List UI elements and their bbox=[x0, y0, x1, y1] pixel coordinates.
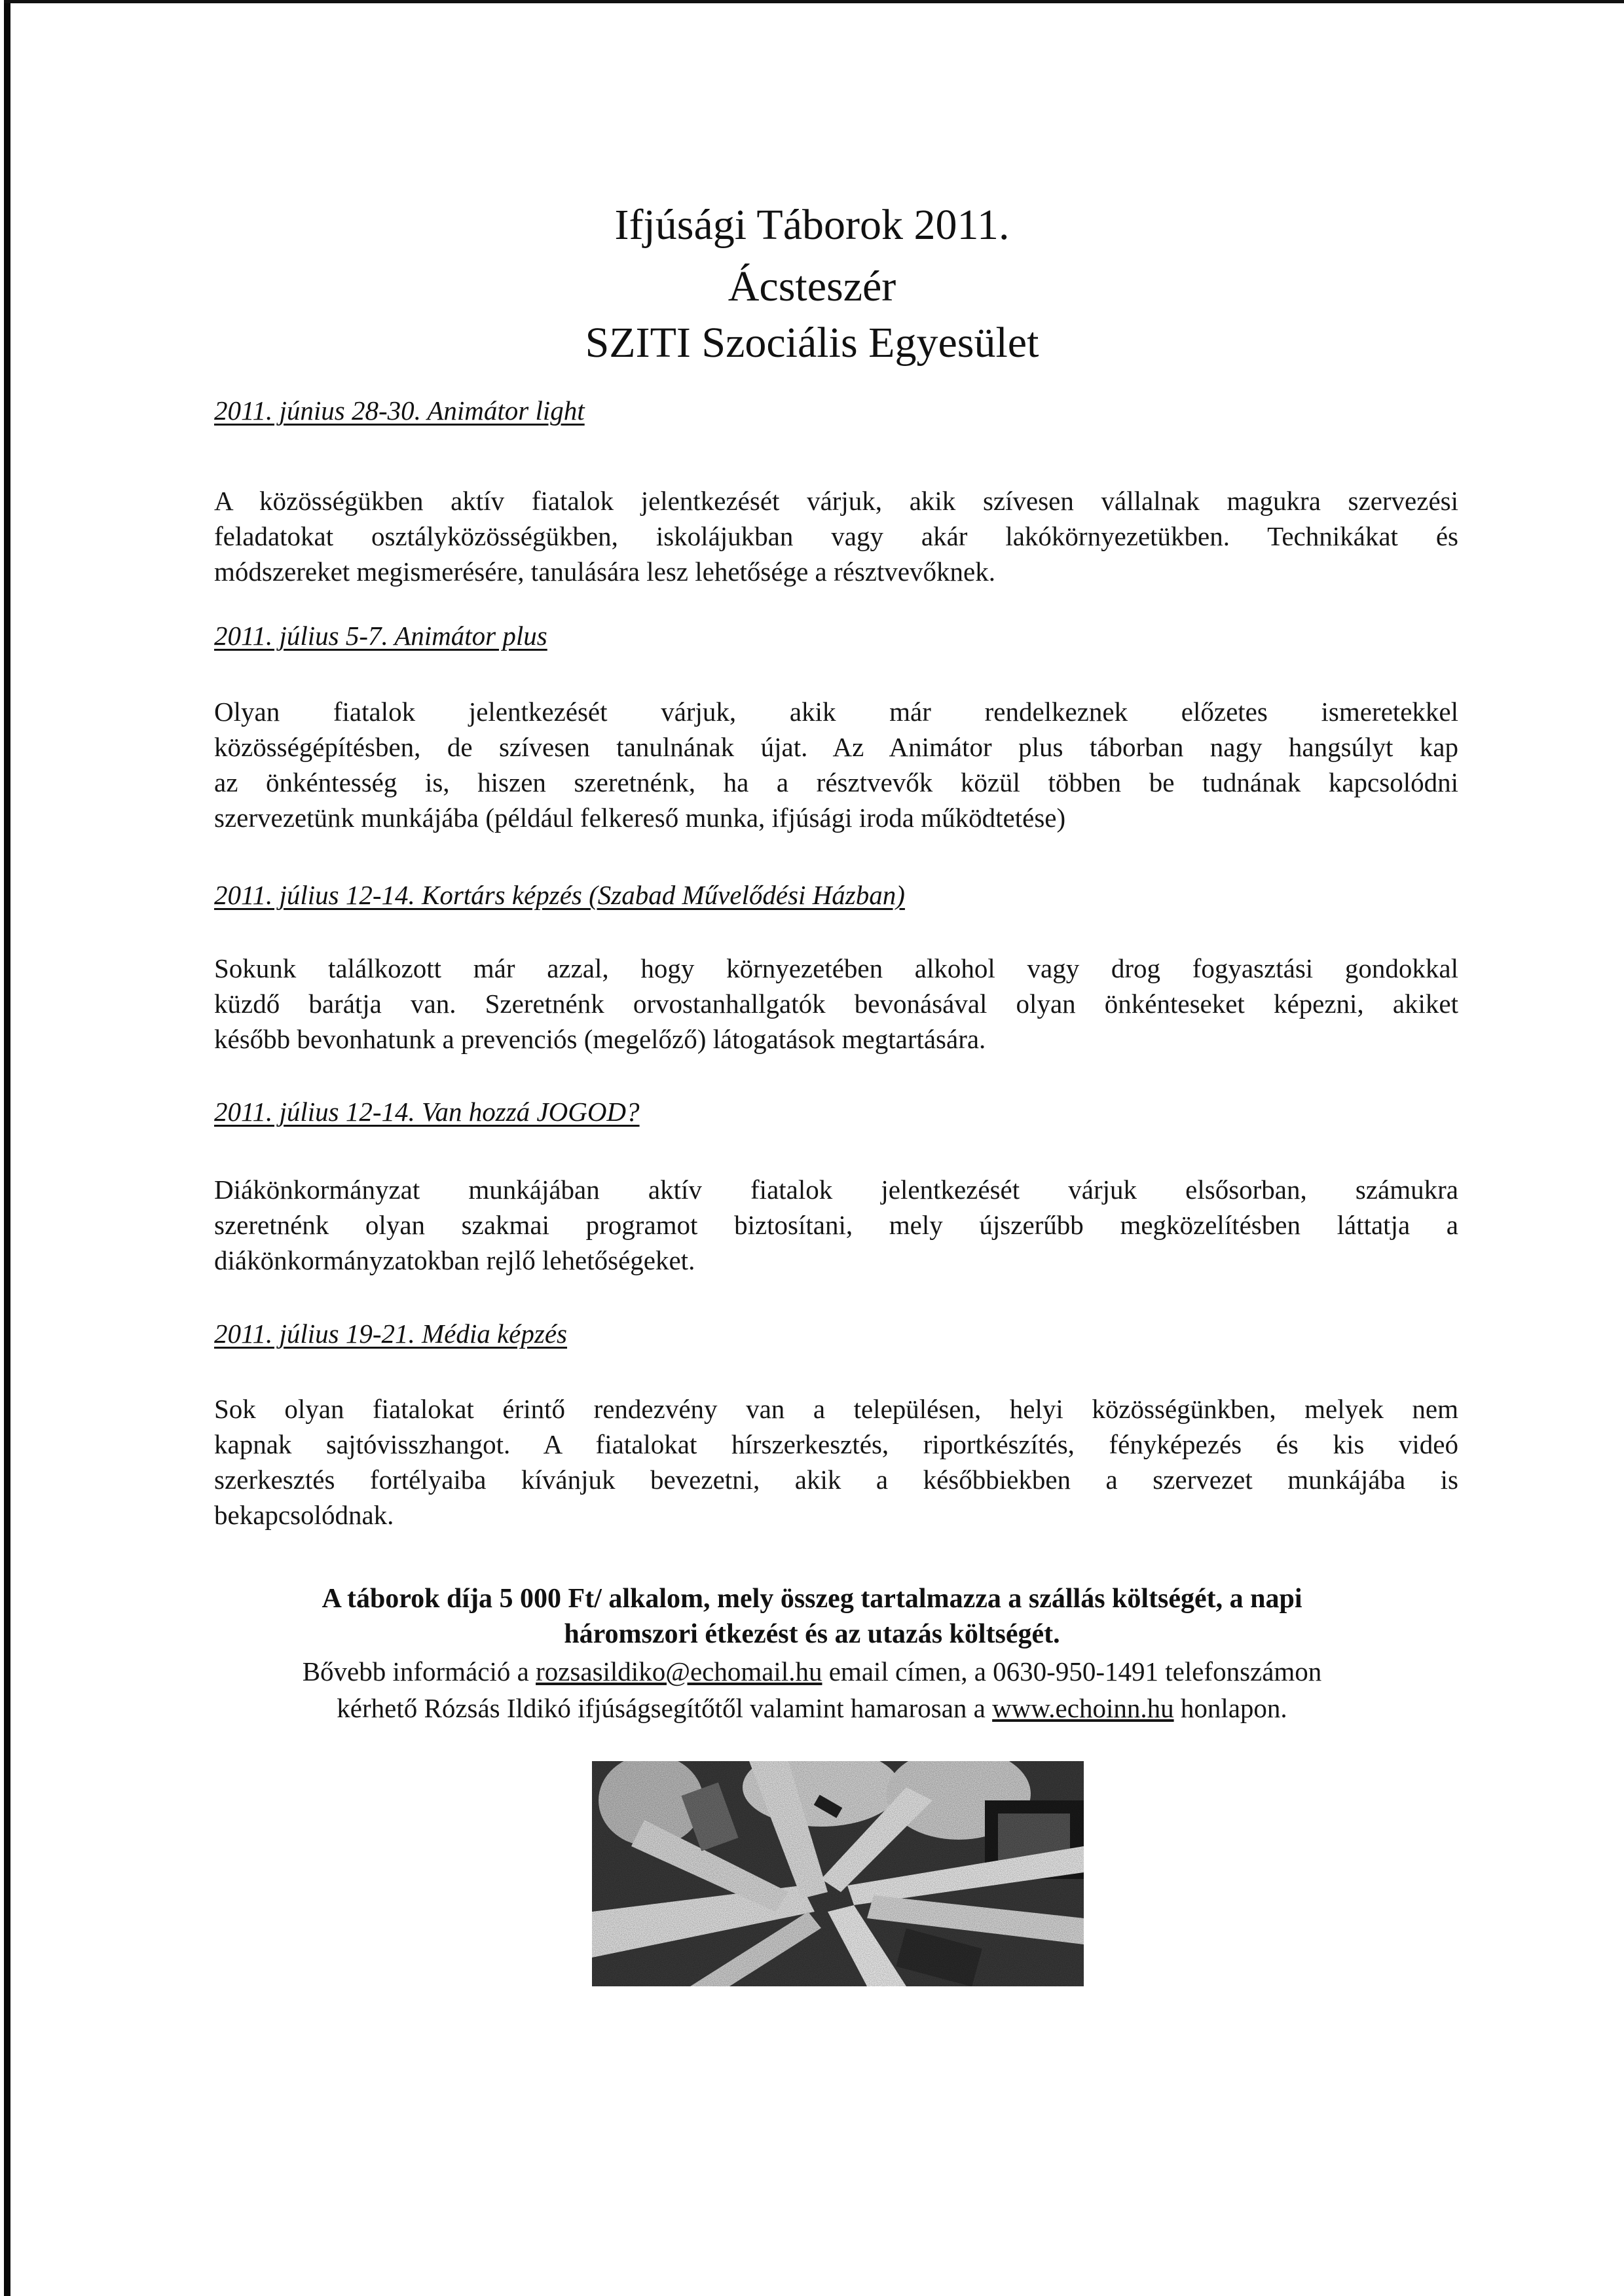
paragraph-line: Sokunk találkozott már azzal, hogy környezetében alkohol vagy drog fogyasztási gondokkal bbox=[214, 953, 1458, 983]
section-paragraph-animator-light bbox=[214, 483, 1458, 589]
photo-illustration bbox=[592, 1761, 1084, 1986]
contact-text: email címen, a 0630-950-1491 telefonszámon bbox=[822, 1656, 1322, 1686]
section-heading-media-kepzes: 2011. július 19-21. Média képzés bbox=[214, 1319, 567, 1349]
contact-text: kérhető Rózsás Ildikó ifjúságsegítőtől valamint hamarosan a bbox=[337, 1693, 993, 1723]
title-line-3: SZITI Szociális Egyesület bbox=[585, 319, 1039, 367]
paragraph-line: küzdő barátja van. Szeretnénk orvostanhallgatók bevonásával olyan önkénteseket képezni, akiket bbox=[214, 989, 1458, 1019]
paragraph-line: Sok olyan fiatalokat érintő rendezvény van a településen, helyi közösségünkben, melyek nem bbox=[214, 1394, 1458, 1424]
paragraph-line: kapnak sajtóvisszhangot. A fiatalokat hírszerkesztés, riportkészítés, fényképezés és kis videó bbox=[214, 1429, 1458, 1459]
contact-text: honlapon. bbox=[1173, 1693, 1287, 1723]
paragraph-line: szervezetünk munkájába (például felkereső munka, ifjúsági iroda működtetése) bbox=[214, 803, 1066, 833]
paragraph-line: bekapcsolódnak. bbox=[214, 1500, 394, 1530]
section-heading-animator-plus: 2011. július 5-7. Animátor plus bbox=[214, 621, 547, 651]
contact-text: Bővebb információ a bbox=[302, 1656, 536, 1686]
section-paragraph-van-hozza-jogod bbox=[214, 1172, 1458, 1278]
fee-line: háromszori étkezést és az utazás költségét. bbox=[564, 1619, 1060, 1649]
email-link[interactable]: rozsasildiko@echomail.hu bbox=[536, 1656, 822, 1686]
section-paragraph-media-kepzes bbox=[214, 1391, 1458, 1533]
contact-line-1 bbox=[0, 1653, 1624, 1690]
paragraph-line: A közösségükben aktív fiatalok jelentkezését várjuk, akik szívesen vállalnak magukra szervezési bbox=[214, 486, 1458, 516]
paragraph-line: szeretnénk olyan szakmai programot biztosítani, mely újszerűbb megközelítésben láttatja a bbox=[214, 1210, 1458, 1240]
title-line-1: Ifjúsági Táborok 2011. bbox=[614, 201, 1010, 249]
section-heading-van-hozza-jogod: 2011. július 12-14. Van hozzá JOGOD? bbox=[214, 1097, 640, 1127]
paragraph-line: módszereket megismerésére, tanulására lesz lehetősége a résztvevőknek. bbox=[214, 556, 996, 587]
website-link[interactable]: www.echoinn.hu bbox=[992, 1693, 1174, 1723]
section-paragraph-animator-plus bbox=[214, 694, 1458, 835]
paragraph-line: Diákönkormányzat munkájában aktív fiatalok jelentkezését várjuk elsősorban, számukra bbox=[214, 1175, 1458, 1205]
section-paragraph-kortars-kepzes bbox=[214, 951, 1458, 1057]
section-heading-kortars-kepzes: 2011. július 12-14. Kortárs képzés (Szabad Művelődési Házban) bbox=[214, 880, 905, 910]
paragraph-line: közösségépítésben, de szívesen tanulnának újat. Az Animátor plus táborban nagy hangsúlyt kap bbox=[214, 732, 1458, 762]
contact-info bbox=[0, 1653, 1624, 1726]
paragraph-line: feladatokat osztályközösségükben, iskolájukban vagy akár lakókörnyezetükben. Technikákat és bbox=[214, 521, 1458, 551]
paragraph-line: szerkesztés fortélyaiba kívánjuk bevezetni, akik a későbbiekben a szervezet munkájába is bbox=[214, 1465, 1458, 1495]
contact-line-2 bbox=[0, 1690, 1624, 1726]
paragraph-line: később bevonhatunk a prevenciós (megelőző) látogatások megtartására. bbox=[214, 1024, 986, 1054]
hands-together-photo bbox=[592, 1761, 1084, 1986]
paragraph-line: Olyan fiatalok jelentkezését várjuk, akik már rendelkeznek előzetes ismeretekkel bbox=[214, 697, 1458, 727]
fee-notice bbox=[0, 1581, 1624, 1652]
scan-border-top bbox=[4, 0, 1624, 3]
paragraph-line: diákönkormányzatokban rejlő lehetőségeket. bbox=[214, 1245, 695, 1275]
section-heading-animator-light: 2011. június 28-30. Animátor light bbox=[214, 395, 585, 426]
title-line-2: Ácsteszér bbox=[728, 263, 896, 310]
paragraph-line: az önkéntesség is, hiszen szeretnénk, ha a résztvevők közül többen be tudnának kapcsolódni bbox=[214, 767, 1458, 797]
fee-line: A táborok díja 5 000 Ft/ alkalom, mely összeg tartalmazza a szállás költségét, a napi bbox=[322, 1584, 1302, 1614]
